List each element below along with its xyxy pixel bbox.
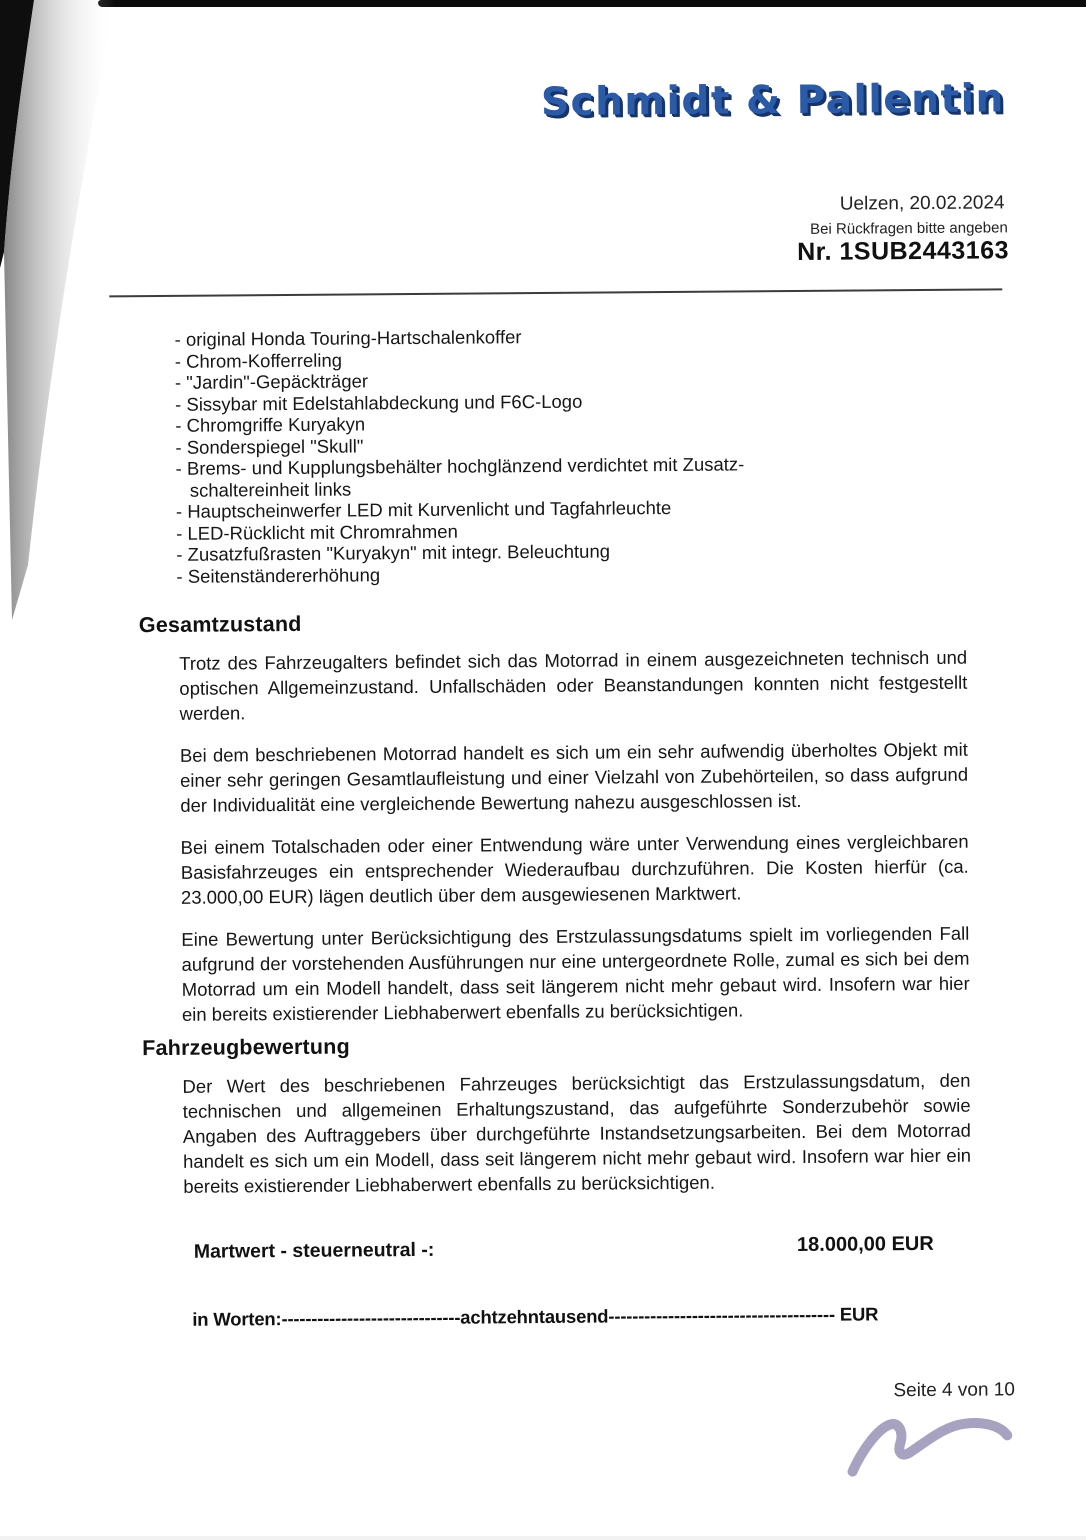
equipment-list — [175, 323, 877, 586]
section-body-gesamtzustand — [179, 645, 970, 1044]
reference-note: Bei Rückfragen bitte angeben — [810, 219, 1008, 238]
list-item: - Chrom-Kofferreling — [174, 349, 343, 372]
list-item: - Seitenständererhöhung — [176, 563, 381, 587]
header-divider-line — [109, 288, 1002, 297]
list-item: - Zusatzfußrasten "Kuryakyn" mit integr. Beleuchtung — [176, 540, 611, 565]
section-heading-fahrzeugbewertung: Fahrzeugbewertung — [142, 1034, 350, 1061]
section-heading-gesamtzustand: Gesamtzustand — [138, 611, 302, 638]
market-value-label: Martwert - steuerneutral -: — [193, 1238, 435, 1263]
section-body-fahrzeugbewertung — [182, 1068, 971, 1216]
page-indicator: Seite 4 von 10 — [893, 1379, 1015, 1402]
list-item: - LED-Rücklicht mit Chromrahmen — [176, 520, 458, 544]
market-value-amount: 18.000,00 EUR — [796, 1232, 934, 1257]
paragraph: Eine Bewertung unter Berücksichtigung des Erstzulassungsdatums spielt im vorliegenden Fall aufgrund der vorstehenden Ausführungen nur eine untergeordnete Rolle, zumal es sich bei dem Motorrad um ein Modell handelt, dass seit längerem nicht mehr gebaut wird. Insofern war hier ein bereits existierender Liebhaberwert ebenfalls zu berücksichtigen. — [181, 922, 970, 1025]
list-item: - Chromgriffe Kuryakyn — [175, 413, 366, 436]
paragraph: Bei einem Totalschaden oder einer Entwendung wäre unter Verwendung eines vergleichbaren Basisfahrzeuges ein entsprechender Wiederaufbau durchzuführen. Die Kosten hierfür (ca. 23.000,00 EUR) lägen deutlich über dem ausgewiesenen Marktwert. — [180, 830, 969, 908]
list-item: - Brems- und Kupplungsbehälter hochglänzend verdichtet mit Zusatz- — [175, 453, 745, 479]
list-item: - "Jardin"-Gepäckträger — [174, 370, 369, 393]
city-date: Uelzen, 20.02.2024 — [839, 192, 1005, 215]
list-item-continuation: schaltereinheit links — [189, 477, 352, 501]
reference-number: Nr. 1SUB2443163 — [797, 236, 1010, 266]
paragraph: Der Wert des beschriebenen Fahrzeuges berücksichtigt das Erstzulassungsdatum, den technischen und allgemeinen Erhaltungszustand, das aufgeführte Sonderzubehör sowie Angaben des Auftraggebers über durchgeführte Instandsetzungsarbeiten. Bei dem Motorrad handelt es sich um ein Modell, dass seit längerem nicht mehr gebaut wird. Insofern war hier ein bereits existierender Liebhaberwert ebenfalls zu berücksichtigen. — [182, 1069, 972, 1197]
paragraph: Trotz des Fahrzeugalters befindet sich das Motorrad in einem ausgezeichneten technisch und optischen Allgemeinzustand. Unfallschäden oder Beanstandungen konnten nicht festgestellt werden. — [179, 646, 968, 724]
company-logo: Schmidt & Pallentin — [540, 76, 1005, 125]
value-in-words-line: in Worten:------------------------------achtzehntausend-------------------------------------- EUR — [192, 1303, 879, 1330]
list-item: - Sissybar mit Edelstahlabdeckung und F6C-Logo — [175, 390, 583, 415]
list-item: - original Honda Touring-Hartschalenkoffer — [174, 326, 522, 350]
list-item: - Hauptscheinwerfer LED mit Kurvenlicht und Tagfahrleuchte — [175, 496, 672, 522]
pen-squiggle-mark — [838, 1408, 1029, 1504]
paragraph: Bei dem beschriebenen Motorrad handelt es sich um ein sehr aufwendig überholtes Objekt mit einer sehr geringen Gesamtlaufleistung und einer Vielzahl von Zubehörteilen, so dass aufgrund der Individualität eine vergleichende Bewertung nahezu ausgeschlossen ist. — [179, 738, 969, 816]
list-item: - Sonderspiegel "Skull" — [175, 434, 364, 458]
